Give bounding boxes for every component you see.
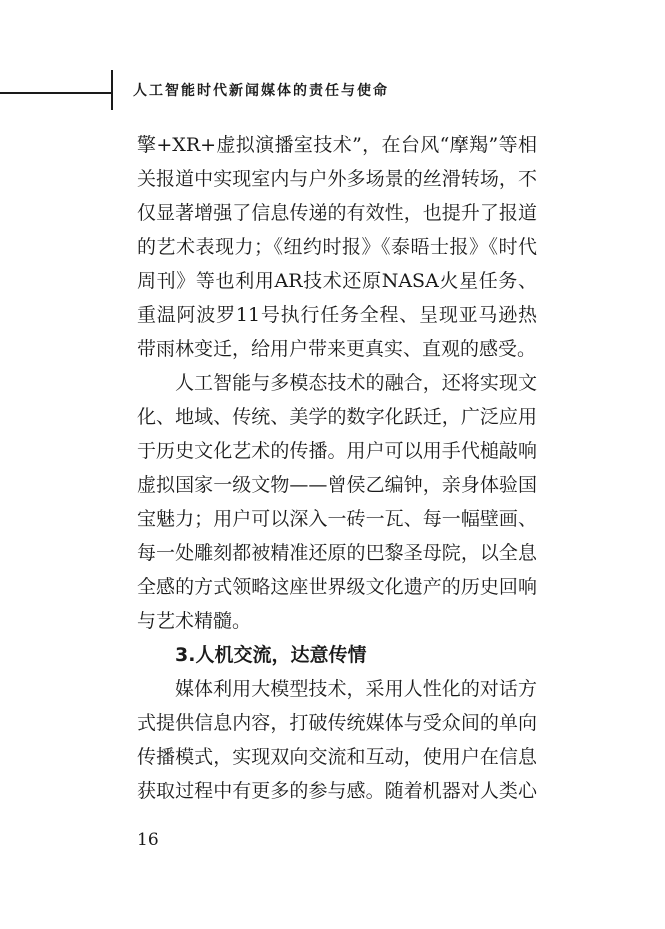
header-divider — [111, 70, 113, 110]
text-line: 仅显著增强了信息传递的有效性，也提升了报道 — [137, 202, 537, 224]
text-line: 虚拟国家一级文物——曾侯乙编钟，亲身体验国 — [137, 474, 537, 496]
text-line: 重温阿波罗11号执行任务全程、呈现亚马逊热 — [137, 304, 537, 326]
header-rule — [0, 92, 112, 94]
text-line: 人工智能与多模态技术的融合，还将实现文 — [175, 372, 537, 394]
text-line: 获取过程中有更多的参与感。随着机器对人类心 — [137, 780, 537, 802]
page-body — [137, 128, 537, 808]
text-line: 周刊》等也利用AR技术还原NASA火星任务、 — [137, 270, 537, 292]
text-line: 的艺术表现力；《纽约时报》《泰晤士报》《时代 — [137, 236, 537, 258]
text-line: 于历史文化艺术的传播。用户可以用手代槌敲响 — [137, 440, 537, 462]
text-line: 全感的方式领略这座世界级文化遗产的历史回响 — [137, 576, 537, 598]
text-line: 宝魅力；用户可以深入一砖一瓦、每一幅壁画、 — [137, 508, 537, 530]
text-line: 传播模式，实现双向交流和互动，使用户在信息 — [137, 746, 537, 768]
page-number: 16 — [137, 830, 159, 850]
text-line: 擎+XR+虚拟演播室技术”，在台风“摩羯”等相 — [137, 134, 537, 156]
text-line: 媒体利用大模型技术，采用人性化的对话方 — [175, 678, 537, 700]
text-line: 与艺术精髓。 — [137, 610, 252, 632]
text-line: 式提供信息内容，打破传统媒体与受众间的单向 — [137, 712, 537, 734]
text-line: 关报道中实现室内与户外多场景的丝滑转场，不 — [137, 168, 537, 190]
section-heading: 3.人机交流，达意传情 — [175, 644, 367, 666]
text-line: 带雨林变迁，给用户带来更真实、直观的感受。 — [137, 338, 537, 360]
text-line: 每一处雕刻都被精准还原的巴黎圣母院，以全息 — [137, 542, 537, 564]
text-line: 化、地域、传统、美学的数字化跃迁，广泛应用 — [137, 406, 537, 428]
running-title: 人工智能时代新闻媒体的责任与使命 — [133, 83, 389, 99]
